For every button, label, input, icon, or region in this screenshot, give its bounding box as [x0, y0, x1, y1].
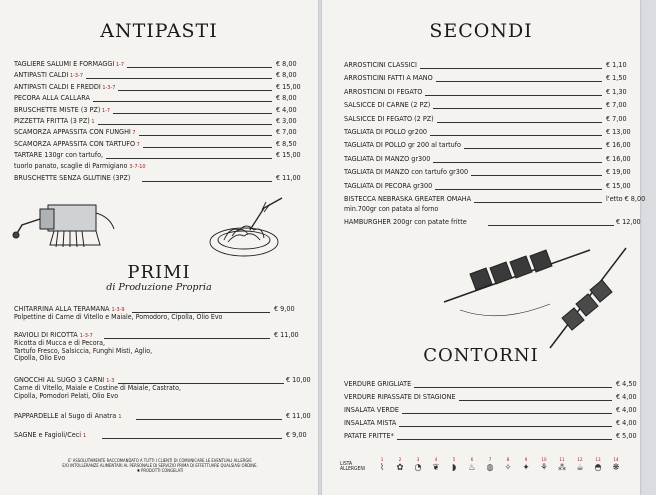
antipasti-title: ANTIPASTI [100, 20, 218, 42]
menu-item-name: TAGLIATA DI MANZO con tartufo gr300 [344, 167, 469, 177]
menu-item-price: € 8,00 [276, 59, 297, 68]
allergen-icon: 5 ◗ [451, 458, 457, 473]
allergen-icon: 8 ✧ [504, 458, 512, 473]
menu-item-name: PATATE FRITTE* [344, 431, 394, 440]
leader-line [86, 78, 272, 79]
allergen-codes: 7 [135, 141, 140, 148]
menu-item-price: € 4,00 [616, 392, 637, 401]
allergen-icon: 7 ◍ [486, 458, 494, 473]
leader-line [471, 175, 602, 176]
menu-item-price: € 1,10 [606, 60, 627, 69]
menu-item-name: TARTARE 130gr con tartufo, [14, 150, 104, 160]
menu-item-price: € 8,00 [276, 70, 297, 80]
leader-line [113, 113, 272, 114]
menu-item-price: € 13,00 [606, 127, 631, 136]
primi-subtitle: di Produzione Propria [106, 282, 212, 293]
menu-item-price: € 3,00 [276, 116, 297, 125]
menu-item-name: ANTIPASTI CALDI E FREDDI 1-3-7 [14, 81, 116, 91]
menu-item-price: € 7,00 [276, 127, 297, 137]
leader-line [459, 400, 612, 401]
menu-item-price: € 1,30 [606, 86, 627, 96]
menu-item-name: ARROSTICINI DI FEGATO [344, 86, 423, 96]
menu-item-price: € 8,00 [276, 93, 297, 103]
menu-item-price: € 5,00 [616, 431, 637, 440]
allergen-list-label: LISTA ALLERGENI [340, 461, 366, 472]
menu-item-price: € 7,00 [606, 113, 627, 123]
allergen-icon: 6 ♨ [468, 458, 476, 473]
allergen-icon: 2 ✿ [396, 458, 404, 473]
menu-item-price: l'etto € 8,00 [606, 194, 646, 203]
leader-line [399, 426, 612, 427]
leader-line [118, 90, 272, 91]
menu-item-name: TAGLIATA DI POLLO gr200 [344, 127, 428, 136]
menu-item-price: € 8,50 [276, 138, 297, 148]
allergen-codes: 1-7 [114, 62, 124, 68]
primi-title: PRIMI [127, 262, 191, 283]
leader-line [93, 101, 272, 102]
leader-line [143, 147, 272, 148]
allergen-icon: 14 ❋ [612, 458, 620, 473]
allergen-codes: 1-3-7 [68, 73, 84, 80]
allergen-icon: 11 ⁂ [557, 458, 567, 473]
leader-line [425, 95, 602, 96]
contorni-title: CONTORNI [423, 345, 539, 366]
menu-item-price: € 19,00 [606, 167, 631, 177]
menu-item-name: TAGLIATA DI PECORA gr300 [344, 180, 433, 190]
allergen-codes: 1 [89, 119, 95, 125]
allergen-icon: 4 ❦ [432, 458, 440, 473]
pasta-machine-icon [10, 195, 120, 255]
allergen-codes: 7 [130, 130, 136, 137]
allergen-codes: 1-3-7 [100, 84, 116, 91]
allergy-notice: E' ASSOLUTAMENTE RACCOMANDATO A TUTTI I CLIENTI DI COMUNICARE LE EVENTUALI ALLERGIE E/O INTOLLERANZE ALIMENTARI AL PERSONALE DI SERVIZIO PRIMA DI EFFETTUARE QUALSIASI ORDINE. ✱ PRODOTTI CONGELATI [62, 458, 258, 473]
menu-item-name: ARROSTICINI FATTI A MANO [344, 73, 433, 83]
tartare-description: tuorlo panato, scaglie di Parmigiano 3-7-10 [14, 162, 146, 170]
menu-item-price: € 15,00 [276, 81, 301, 91]
menu-page-left: ANTIPASTI TAGLIERE SALUMI E FORMAGGI 1-7 € 8,00 ANTIPASTI CALDI 1-3-7 € 8,00 ANTIPASTI CALDI E FREDDI 1-3-7 € 15,00 PECORA ALLA CALLARA € 8,00 BRUSCHETTE MISTE (3 PZ) 1-7 € 4,00 PIZZETTA FRITTA (3 PZ) 1 € 3,00 SCAMORZA APPASSITA CON FUNGHI 7 € 7,00 SCAMORZA APPASSITA CON TARTUFO 7 € 8,50 TARTARE 130gr con tartufo, € 15,00 tuorlo panato, scaglie di Parmigiano 3-7-10 BRUSCHETTE SENZA GLUTINE (3PZ) € 11,00 PRIMI di Produzione Propria CHITARRINA ALLA TERAMANA 1-3-9 € 9,00 Polpettine di Carne di Vitello e Maiale, Pomodoro, Cipolla, Olio Evo RAVIOLI DI RICOTTA 1-3-7 € 11,00 Ricotta di Mucca e di Pecora, Tartufo Fresco, Salsiccia, Funghi Misti, Aglio, Cipolla, Olio Evo GNOCCHI AL SUGO 3 CARNI 1-3 € 10,00 Carne di Vitello, Maiale e Costine di Maiale, Castrato, Cipolla, Pomodori Pelati, Olio Evo PAPPARDELLE al Sugo di Anatra 1 € 11,00 SAGNE e Fagioli/Ceci 1 € 9,00 E' ASSOLUTAMENTE RACCOMANDATO A TUTTI I CLIENTI DI COMUNICARE LE EVENTUALI ALLERGIE E/O INTOLLERANZE ALIMENTARI AL PERSONALE DI SERVIZIO PRIMA DI EFFETTUARE QUALSIASI ORDINE. ✱ PRODOTTI CONGELATI [0, 0, 318, 495]
allergen-icon: 13 ◓ [594, 458, 602, 473]
leader-line [397, 439, 612, 440]
leader-line [433, 162, 602, 163]
leader-line [98, 124, 273, 125]
menu-item-name: TAGLIERE SALUMI E FORMAGGI 1-7 [14, 59, 124, 68]
allergen-icon: 1 ⌇ [380, 458, 384, 473]
menu-item-price: € 4,00 [616, 418, 637, 427]
leader-line [435, 189, 602, 190]
leader-line [127, 67, 272, 68]
menu-item-price: € 4,50 [616, 379, 637, 388]
leader-line [414, 387, 612, 388]
menu-item-name: SCAMORZA APPASSITA CON FUNGHI 7 [14, 127, 136, 137]
leader-line [420, 68, 602, 69]
gnocchi-description: Carne di Vitello, Maiale e Costine di Maiale, Castrato, Cipolla, Pomodori Pelati, Olio Evo [14, 384, 182, 400]
asterisk-icon: ✱ [136, 468, 140, 473]
menu-item-price: € 4,00 [616, 405, 637, 414]
menu-item-name: VERDURE GRIGLIATE [344, 379, 412, 388]
secondi-title: SECONDI [429, 20, 533, 42]
menu-item-price: € 7,00 [606, 100, 627, 110]
leader-line [436, 81, 602, 82]
menu-item-name: PIZZETTA FRITTA (3 PZ) 1 [14, 116, 95, 125]
allergen-codes: 1-7 [100, 107, 111, 114]
menu-item-name: TAGLIATA DI MANZO gr300 [344, 153, 431, 163]
menu-item-name: BRUSCHETTE MISTE (3 PZ) 1-7 [14, 104, 111, 114]
leader-line [402, 413, 612, 414]
leader-line [139, 135, 272, 136]
skewers-icon [440, 244, 630, 352]
ravioli-description: Ricotta di Mucca e di Pecora, Tartufo Fresco, Salsiccia, Funghi Misti, Aglio, Cipolla, Olio Evo [14, 339, 153, 363]
bistecca-description: min.700gr con patata al forno [344, 205, 439, 213]
allergen-icon: 10 ⚘ [540, 458, 548, 473]
leader-line [433, 108, 602, 109]
leader-line [106, 158, 272, 159]
chitarrina-description: Polpettine di Carne di Vitello e Maiale, Pomodoro, Cipolla, Olio Evo [14, 313, 223, 321]
allergen-icon: 9 ✦ [522, 458, 530, 473]
menu-item-price: € 1,50 [606, 73, 627, 83]
menu-item-name: SCAMORZA APPASSITA CON TARTUFO 7 [14, 138, 140, 148]
menu-item-name: ARROSTICINI CLASSICI [344, 60, 417, 69]
menu-item-name: INSALATA MISTA [344, 418, 397, 427]
menu-item-name: VERDURE RIPASSATE DI STAGIONE [344, 392, 456, 401]
leader-line [430, 135, 602, 136]
allergen-icon: 12 ☕ [576, 458, 584, 473]
menu-item-name: TAGLIATA DI POLLO gr 200 al tartufo [344, 140, 461, 150]
menu-item-price: € 16,00 [606, 140, 631, 150]
leader-line [437, 122, 602, 123]
menu-item-name: INSALATA VERDE [344, 405, 399, 414]
spaghetti-plate-icon [206, 196, 290, 262]
menu-item-name: SALSICCE DI CARNE (2 PZ) [344, 100, 431, 110]
menu-item-price: € 15,00 [606, 180, 631, 190]
menu-item-price: € 4,00 [276, 104, 297, 114]
menu-item-name: BISTECCA NEBRASKA GREATER OMAHA [344, 194, 472, 203]
menu-page-right: SECONDI ARROSTICINI CLASSICI € 1,10 ARROSTICINI FATTI A MANO € 1,50 ARROSTICINI DI FEGATO € 1,30 SALSICCE DI CARNE (2 PZ) € 7,00 SALSICCE DI FEGATO (2 PZ) € 7,00 TAGLIATA DI POLLO gr200 € 13,00 TAGLIATA DI POLLO gr 200 al tartufo € 16,00 TAGLIATA DI MANZO gr300 € 16,00 TAGLIATA DI MANZO con tartufo gr300 € 19,00 TAGLIATA DI PECORA gr300 € 15,00 BISTECCA NEBRASKA GREATER OMAHA l'etto € 8,00 min.700gr con patata al forno HAMBURGHER 200gr con patate fritte € 12,00 CONTORNI VERDURE GRIGLIATE € 4,50 VERDURE RIPASSATE DI STAGIONE € 4,00 INSALATA VERDE € 4,00 INSALATA MISTA € 4,00 PATATE FRITTE* € 5,00 LISTA ALLERGENI 1 ⌇ 2 ✿ 3 ◔ 4 ❦ 5 ◗ 6 ♨ 7 ◍ 8 ✧ 9 ✦ 10 ⚘ 11 ⁂ 12 ☕ 13 ◓ 14 ❋ [322, 0, 640, 495]
allergen-icon: 3 ◔ [414, 458, 422, 473]
menu-item-name: ANTIPASTI CALDI 1-3-7 [14, 70, 84, 80]
menu-item-price: € 16,00 [606, 153, 631, 163]
leader-line [474, 202, 602, 203]
menu-item-name: SALSICCE DI FEGATO (2 PZ) [344, 113, 434, 123]
menu-item-price: € 15,00 [276, 150, 301, 160]
menu-item-name: PECORA ALLA CALLARA [14, 93, 90, 103]
leader-line [464, 148, 602, 149]
